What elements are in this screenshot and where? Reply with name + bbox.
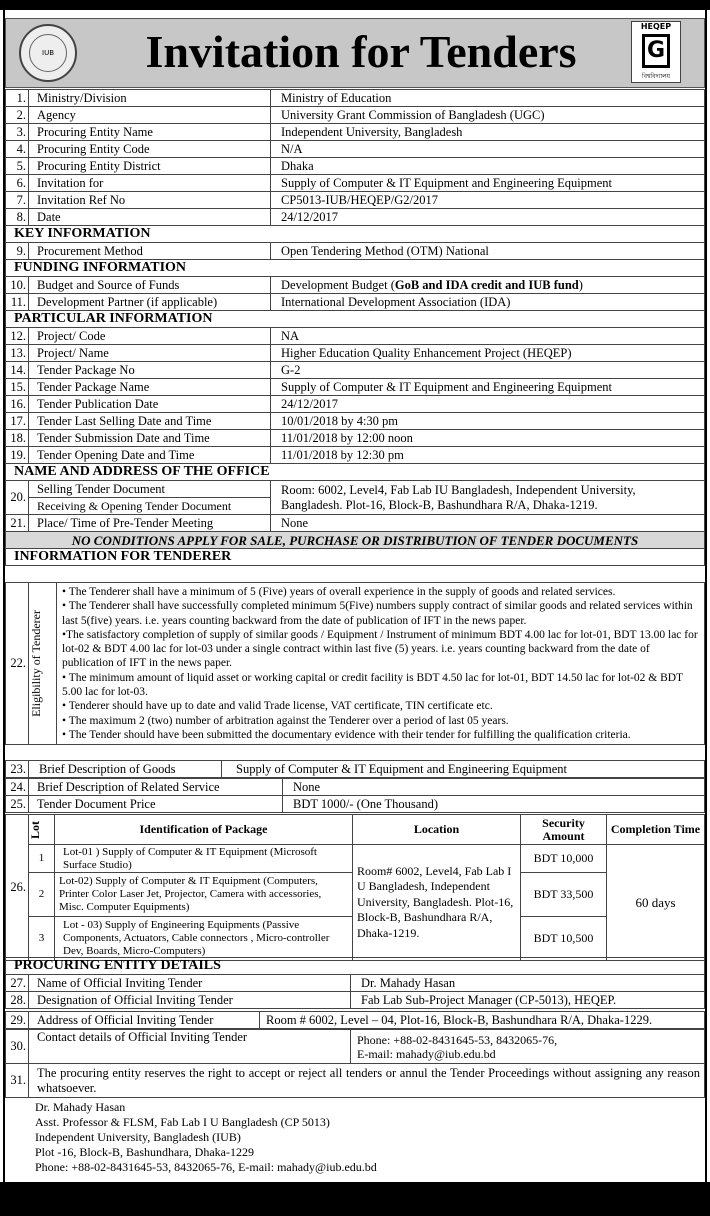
signature-institution: Independent University, Bangladesh (IUB) (35, 1130, 241, 1144)
security-header: Security Amount (521, 815, 607, 845)
entity-table (5, 957, 705, 1009)
lot-row-3: 3 Lot - 03) Supply of Engineering Equipments (Passive Components, Actuators, Cable connectors , Micro-controller Dev, Boards, Micro-Computers) BDT 10,500 (6, 917, 705, 961)
row-20b: Receiving & Opening Tender Document (6, 498, 705, 515)
signature-contact: Phone: +88-02-8431645-53, 8432065-76, E-mail: mahady@iub.edu.bd (35, 1160, 377, 1174)
section-key-information: KEY INFORMATION (6, 226, 705, 243)
row-29: 29. Address of Official Inviting Tender Room # 6002, Level – 04, Plot-16, Block-B, Bashundhara R/A, Dhaka-1229. (6, 1012, 705, 1029)
eligibility-item: • The Tender should have been submitted the documentary evidence with their tender for fulfilling the qualification criteria. (62, 728, 631, 741)
package-table (5, 814, 705, 961)
table-row: 18. Tender Submission Date and Time 11/01/2018 by 12:00 noon (6, 430, 705, 447)
eligibility-item: • The Tenderer shall have successfully completed minimum 5(Five) numbers supply contract of similar goods and related services within last 5(five) years. i.e. years counting backward from the date of publication of IFT in the news paper. (62, 600, 693, 627)
table-row: 12. Project/ Code NA (6, 328, 705, 345)
contact-email: E-mail: mahady@iub.edu.bd (357, 1046, 496, 1061)
signature-title: Asst. Professor & FLSM, Fab Lab I U Bangladesh (CP 5013) (35, 1115, 330, 1129)
table-row: 8. Date 24/12/2017 (6, 209, 705, 226)
row-23: 23. Brief Description of Goods Supply of Computer & IT Equipment and Engineering Equipment (6, 761, 705, 778)
row-22: 22. Eligibility of Tenderer • The Tenderer shall have a minimum of 5 (Five) years of overall experience in the supply of goods and related services. • The Tenderer shall have successfully completed minimum 5(Five) numbers supply contract of similar goods and related services within last 5(five) years. i.e. years counting backward from the date of publication of IFT in the news paper. •The satisfactory completion of supply of similar goods / Equipment / Instrument of minimum BDT 4.00 lac for lot-01, BDT 13.00 lac for lot-02 & BDT 4.00 lac for lot-03 under a single contract within last five (5) years. i.e. years counting backward from the date of publication of IFT in the news paper. • The minimum amount of liquid asset or working capital or credit facility is BDT 4.50 lac for lot-01, BDT 14.50 lac for lot-02 & BDT 5.00 lac for lot-03. • Tenderer should have up to date and valid Trade license, VAT certificate, TIN certificate etc. • The maximum 2 (two) number of arbitration against the Tenderer over a period of last 05 years. • The Tender should have been submitted the documentary evidence with their tender for fulfilling the qualification criteria. (6, 583, 705, 745)
row-25: 25. Tender Document Price BDT 1000/- (One Thousand) (6, 796, 705, 813)
signature-name: Dr. Mahady Hasan (35, 1100, 126, 1114)
row-21: 21. Place/ Time of Pre-Tender Meeting None (6, 515, 705, 532)
lot-header: Lot (28, 820, 42, 839)
row-31: 31. The procuring entity reserves the right to accept or reject all tenders or annul the Tender Proceedings without assigning any reason whatsoever. (6, 1064, 705, 1098)
package-header: 26. Lot Identification of Package Location Security Amount Completion Time (6, 815, 705, 845)
row-24: 24. Brief Description of Related Service None (6, 779, 705, 796)
eligibility-side-label: Eligibility of Tenderer (29, 610, 43, 718)
table-row: 27. Name of Official Inviting Tender Dr. Mahady Hasan (6, 975, 705, 992)
header-banner (5, 18, 705, 88)
contact-phone: Phone: +88-02-8431645-53, 8432065-76, (357, 1032, 558, 1047)
eligibility-item: • The minimum amount of liquid asset or working capital or credit facility is BDT 4.50 lac for lot-01, BDT 14.50 lac for lot-02 & BDT 5.00 lac for lot-03. (62, 671, 683, 699)
goods-table (5, 760, 705, 778)
heqep-logo (631, 21, 681, 83)
service-table (5, 778, 705, 813)
section-tenderer: INFORMATION FOR TENDERER (6, 549, 705, 566)
row-9: 9. Procurement Method Open Tendering Method (OTM) National (6, 243, 705, 260)
top-border (0, 0, 710, 10)
table-row: 28. Designation of Official Inviting Tender Fab Lab Sub-Project Manager (CP-5013), HEQEP. (6, 992, 705, 1009)
signature-address: Plot -16, Block-B, Bashundhara, Dhaka-1229 (35, 1145, 254, 1159)
heqep-logo-letter: G (642, 34, 670, 68)
lot-row-2: 2 Lot-02) Supply of Computer & IT Equipment (Computers, Printer Color Laser Jet, Projector, Camera with accessories, Misc. Computer Equipments) BDT 33,500 (6, 873, 705, 917)
section-office: NAME AND ADDRESS OF THE OFFICE (6, 464, 705, 481)
table-row: 15. Tender Package Name Supply of Computer & IT Equipment and Engineering Equipment (6, 379, 705, 396)
eligibility-item: •The satisfactory completion of supply of similar goods / Equipment / Instrument of minimum BDT 4.00 lac for lot-01, BDT 13.00 lac for lot-02 & BDT 4.00 lac for lot-03 under a single contract within last five (5) years. i.e. years counting backward from the date of publication of IFT in the news paper. (62, 628, 698, 670)
university-seal-logo (19, 24, 77, 82)
row-10: 10. Budget and Source of Funds Development Budget (GoB and IDA credit and IUB fund) (6, 277, 705, 294)
section-procuring-entity: PROCURING ENTITY DETAILS (6, 958, 705, 975)
eligibility-item: • The Tenderer shall have a minimum of 5 (Five) years of overall experience in the supply of goods and related services. (62, 586, 616, 598)
contact-table (5, 1029, 705, 1098)
table-row: 14. Tender Package No G-2 (6, 362, 705, 379)
table-row: 13. Project/ Name Higher Education Quality Enhancement Project (HEQEP) (6, 345, 705, 362)
section-funding-information: FUNDING INFORMATION (6, 260, 705, 277)
table-row: 3. Procuring Entity Name Independent University, Bangladesh (6, 124, 705, 141)
table-row: 6. Invitation for Supply of Computer & IT Equipment and Engineering Equipment (6, 175, 705, 192)
eligibility-item: • Tenderer should have up to date and valid Trade license, VAT certificate, TIN certificate etc. (62, 700, 493, 713)
completion-time: 60 days (607, 845, 705, 961)
address-table (5, 1011, 705, 1029)
row-11: 11. Development Partner (if applicable) International Development Association (IDA) (6, 294, 705, 311)
eligibility-item: • The maximum 2 (two) number of arbitration against the Tenderer over a period of last 05 years. (62, 714, 509, 727)
package-location: Room# 6002, Level4, Fab Lab I U Bangladesh, Independent University, Bangladesh. Plot-16, Block-B, Bashundhara R/A, Dhaka-1219. (353, 845, 521, 961)
table-row: 1. Ministry/Division Ministry of Education (6, 90, 705, 107)
table-row: 19. Tender Opening Date and Time 11/01/2018 by 12:30 pm (6, 447, 705, 464)
bottom-border (0, 1182, 710, 1216)
table-row: 4. Procuring Entity Code N/A (6, 141, 705, 158)
eligibility-table (5, 582, 705, 745)
completion-header: Completion Time (607, 815, 705, 845)
no-conditions-row: NO CONDITIONS APPLY FOR SALE, PURCHASE OR DISTRIBUTION OF TENDER DOCUMENTS (6, 532, 705, 549)
tender-info-table (5, 89, 705, 566)
section-particular-information: PARTICULAR INFORMATION (6, 311, 705, 328)
signature-block (35, 1100, 377, 1175)
lot-row-1: 1 Lot-01 ) Supply of Computer & IT Equipment (Microsoft Surface Studio) Room# 6002, Level4, Fab Lab I U Bangladesh, Independent University, Bangladesh. Plot-16, Block-B, Bashundhara R/A, Dhaka-1219. BDT 10,000 60 days (6, 845, 705, 873)
seal-text: IUB (29, 34, 67, 72)
table-row: 5. Procuring Entity District Dhaka (6, 158, 705, 175)
page-title: Invitation for Tenders (145, 26, 577, 77)
package-header-label: Identification of Package (55, 815, 353, 845)
table-row: 16. Tender Publication Date 24/12/2017 (6, 396, 705, 413)
eligibility-list (62, 585, 700, 742)
heqep-logo-text: HEQEP (640, 22, 672, 31)
location-header: Location (353, 815, 521, 845)
table-row: 7. Invitation Ref No CP5013-IUB/HEQEP/G2/2017 (6, 192, 705, 209)
table-row: 2. Agency University Grant Commission of Bangladesh (UGC) (6, 107, 705, 124)
heqep-logo-caption: বিশ্ববিদ্যালয় (641, 73, 671, 80)
row-20a: 20. Selling Tender Document Room: 6002, Level4, Fab Lab IU Bangladesh, Independent University, Bangladesh. Plot-16, Block-B, Bashundhara R/A, Dhaka-1219. (6, 481, 705, 498)
row-30: 30. Contact details of Official Inviting Tender Phone: +88-02-8431645-53, 8432065-76, E-mail: mahady@iub.edu.bd (6, 1030, 705, 1064)
table-row: 17. Tender Last Selling Date and Time 10/01/2018 by 4:30 pm (6, 413, 705, 430)
